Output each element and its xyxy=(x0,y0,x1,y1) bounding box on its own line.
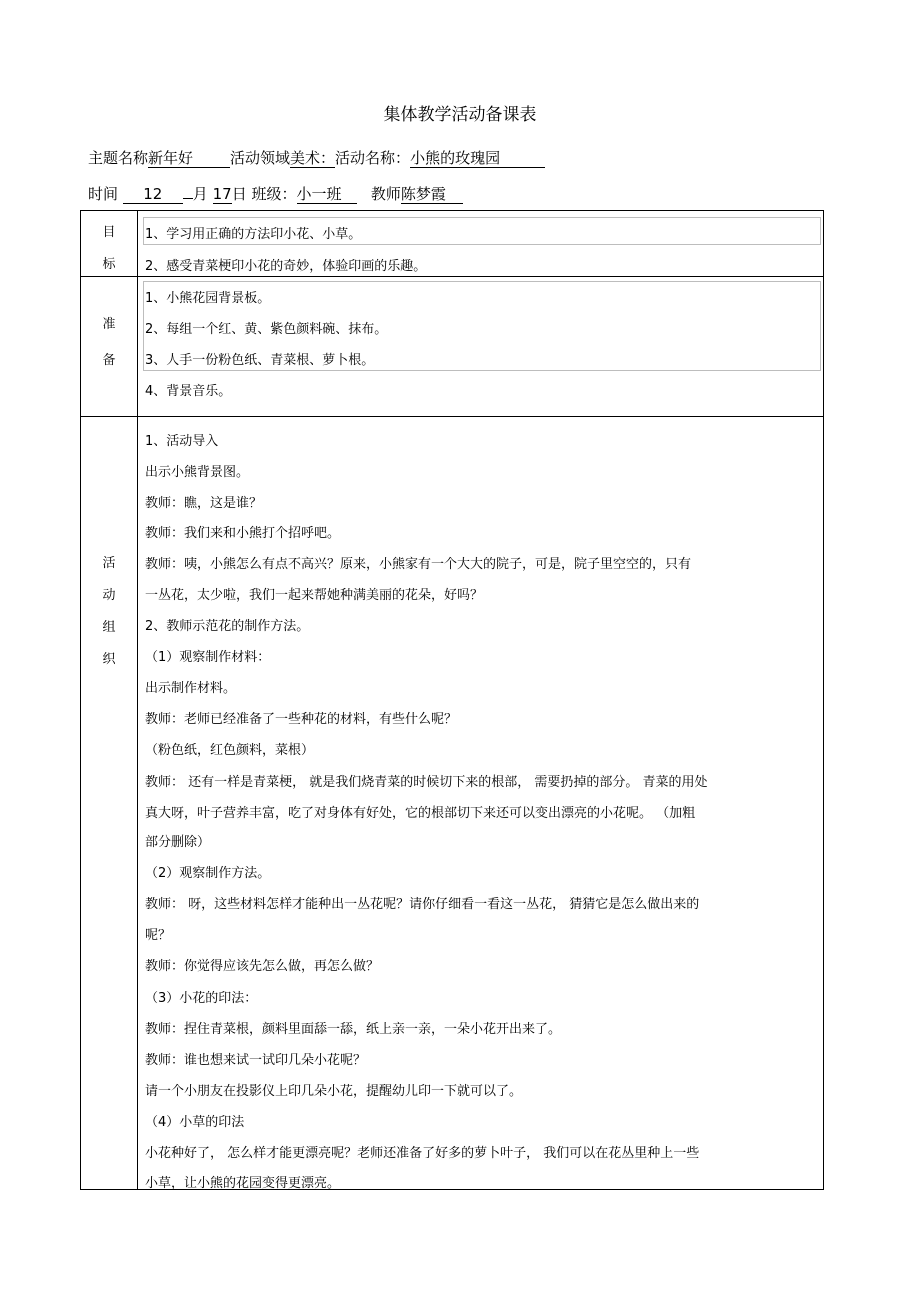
header-line-2 xyxy=(88,183,463,204)
day-value: 17 xyxy=(212,185,232,203)
activity-line: 教师：你觉得应该先怎么做，再怎么做？ xyxy=(145,959,380,974)
activity-line: 教师：老师已经准备了一些种花的材料，有些什么呢？ xyxy=(145,712,458,727)
activity-label-3: 组 xyxy=(102,620,116,635)
theme-value: 新年好 xyxy=(148,149,230,168)
activity-line: 教师：我们来和小熊打个招呼吧。 xyxy=(145,526,341,541)
activity-line: 2、教师示范花的制作方法。 xyxy=(145,619,310,634)
activity-line: 呢？ xyxy=(145,928,172,943)
time-label: 时间 xyxy=(88,185,119,203)
goal-item: 1、学习用正确的方法印小花、小草。 xyxy=(145,227,362,242)
activity-line: 一丛花，太少啦，我们一起来帮她种满美丽的花朵，好吗？ xyxy=(145,588,484,603)
prep-label-1: 准 xyxy=(102,317,116,332)
prep-item: 4、背景音乐。 xyxy=(145,384,232,399)
domain-label: 活动领域 xyxy=(230,149,291,167)
theme-label: 主题名称 xyxy=(88,149,149,167)
activity-label-4: 织 xyxy=(102,652,116,667)
class-value: 小一班 xyxy=(297,185,357,204)
prep-item: 1、小熊花园背景板。 xyxy=(145,291,271,306)
goals-label-2: 标 xyxy=(102,257,116,272)
activity-line: （4）小草的印法 xyxy=(145,1115,245,1130)
month-unit: 月 xyxy=(192,185,208,203)
activity-line: 小花种好了， 怎么样才能更漂亮呢？老师还准备了好多的萝卜叶子， 我们可以在花丛里种上一些 xyxy=(145,1146,700,1161)
prep-item: 2、每组一个红、黄、紫色颜料碗、抹布。 xyxy=(145,322,388,337)
activity-line: 小草，让小熊的花园变得更漂亮。 xyxy=(145,1176,341,1191)
activity-line: 教师：瞧，这是谁？ xyxy=(145,496,263,511)
activity-line: 部分删除） xyxy=(145,835,211,850)
activity-line: 教师：谁也想来试一试印几朵小花呢？ xyxy=(145,1053,367,1068)
day-unit: 日 xyxy=(231,185,247,203)
activity-line: （1）观察制作材料： xyxy=(145,650,271,665)
page-title: 集体教学活动备课表 xyxy=(383,105,537,125)
activity-label-1: 活 xyxy=(102,556,116,571)
activity-label: 活动名称： xyxy=(335,149,411,167)
activity-line: 真大呀，叶子营养丰富，吃了对身体有好处，它的根部切下来还可以变出漂亮的小花呢。 （加粗 xyxy=(145,806,696,821)
activity-line: 教师：咦，小熊怎么有点不高兴？原来，小熊家有一个大大的院子，可是，院子里空空的，只有 xyxy=(145,557,692,572)
activity-line: 请一个小朋友在投影仪上印几朵小花，提醒幼儿印一下就可以了。 xyxy=(145,1084,523,1099)
activity-line: 出示制作材料。 xyxy=(145,681,237,696)
activity-value: 小熊的玫瑰园 xyxy=(410,149,545,168)
goal-item: 2、感受青菜梗印小花的奇妙，体验印画的乐趣。 xyxy=(145,259,427,274)
header-line-1 xyxy=(88,147,545,168)
class-label: 班级： xyxy=(251,185,297,203)
teacher-value: 陈梦霞 xyxy=(401,185,463,204)
prep-item: 3、人手一份粉色纸、青菜根、萝卜根。 xyxy=(145,353,375,368)
activity-line: （粉色纸，红色颜料，菜根） xyxy=(145,743,315,758)
prep-label-2: 备 xyxy=(102,353,116,368)
activity-line: （3）小花的印法： xyxy=(145,991,258,1006)
row-divider-prep xyxy=(81,416,823,417)
activity-line: （2）观察制作方法。 xyxy=(145,866,271,881)
activity-line: 教师：捏住青菜根，颜料里面舔一舔，纸上亲一亲，一朵小花开出来了。 xyxy=(145,1022,562,1037)
teacher-label: 教师 xyxy=(370,185,401,203)
activity-line: 教师： 还有一样是青菜梗， 就是我们烧青菜的时候切下来的根部， 需要扔掉的部分。 青菜的用处 xyxy=(145,775,708,790)
lesson-plan-table xyxy=(80,210,824,1190)
column-divider xyxy=(137,211,138,1189)
activity-label-2: 动 xyxy=(102,588,116,603)
month-value: 12 xyxy=(123,185,183,204)
activity-line: 教师： 呀，这些材料怎样才能种出一丛花呢？请你仔细看一看这一丛花， 猜猜它是怎么做出来的 xyxy=(145,897,700,912)
activity-line: 1、活动导入 xyxy=(145,434,219,449)
row-divider-goals xyxy=(81,276,823,277)
goals-label-1: 目 xyxy=(102,225,116,240)
activity-line: 出示小熊背景图。 xyxy=(145,465,250,480)
domain-value: 美术： xyxy=(290,149,336,167)
